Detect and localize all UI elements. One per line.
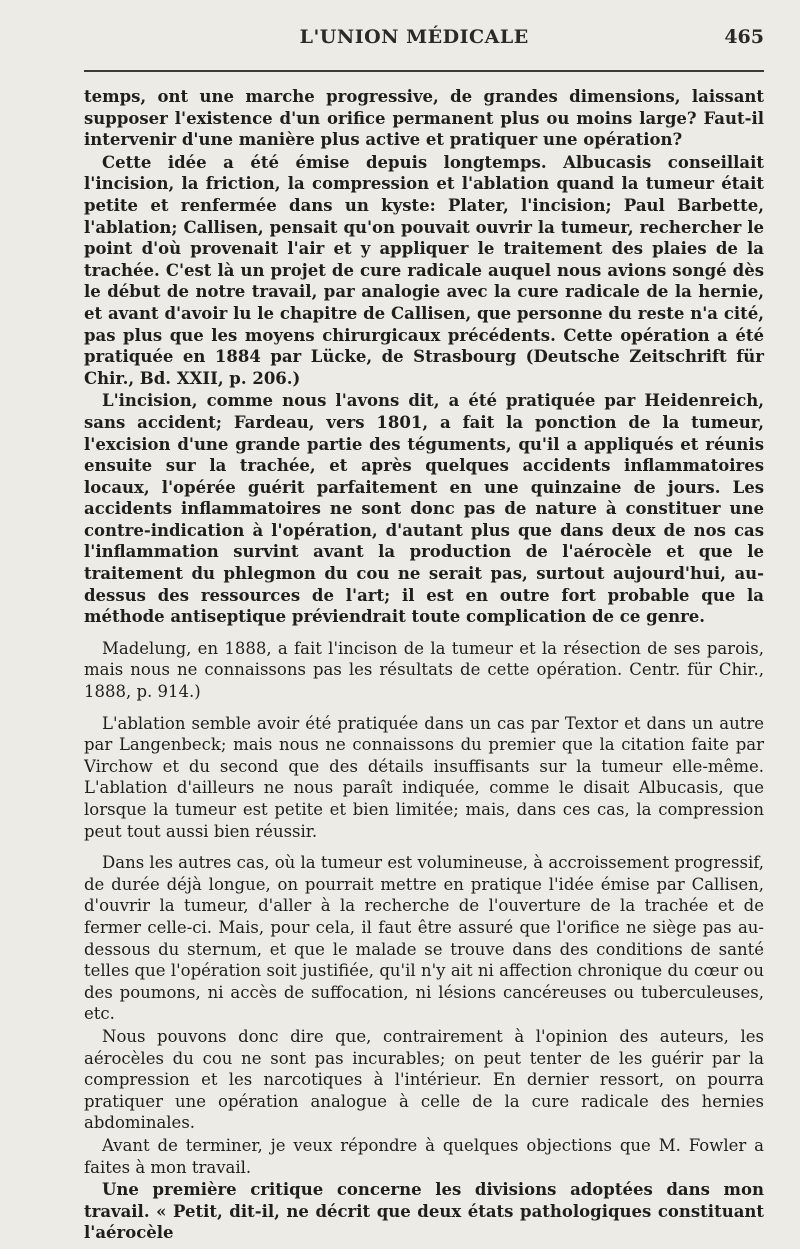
paragraph: L'incision, comme nous l'avons dit, a été pratiquée par Heidenreich, sans accident; Fardeau, vers 1801, a fait la ponction de la tumeur, l'excision d'une grande partie des téguments, qu'il a appliqués et réunis ensuite sur la trachée, et après quelques accidents inflammatoires locaux, l'opérée guérit parfaitement en une quinzaine de jours. Les accidents inflammatoires ne sont donc pas de nature à constituer une contre-indication à l'opération, d'autant plus que dans deux de nos cas l'inflammation survint avant la production de l'aérocèle et que le traitement du phlegmon du cou ne serait pas, surtout aujourd'hui, au-dessus des ressources de l'art; il est en outre fort probable que la méthode antiseptique préviendrait toute complication de ce genre. [84, 391, 764, 627]
paragraph: Avant de terminer, je veux répondre à quelques objections que M. Fowler a faites à mon travail. [84, 1135, 764, 1177]
paragraph: Dans les autres cas, où la tumeur est volumineuse, à accroissement progressif, de durée déjà longue, on pourrait mettre en pratique l'idée émise par Callisen, d'ouvrir la tumeur, d'aller à la recherche de l'ouverture de la trachée et de fermer celle-ci. Mais, pour cela, il faut être assuré que l'orifice ne siège pas au-dessous du sternum, et que le malade se trouve dans des conditions de santé telles que l'opération soit justifiée, qu'il n'y ait ni affection chronique du cœur ou des poumons, ni accès de suffocation, ni lésions cancéreuses ou tuberculeuses, etc. [84, 853, 764, 1024]
paragraph: Une première critique concerne les divisions adoptées dans mon travail. « Petit, dit-il, ne décrit que deux états pathologiques constituant l'aérocèle [84, 1180, 764, 1243]
page-number: 465 [724, 26, 764, 48]
paragraph: temps, ont une marche progressive, de grandes dimensions, laissant supposer l'existence d'un orifice permanent plus ou moins large? Faut-il intervenir d'une manière plus active et pratiquer une opération? [84, 87, 764, 150]
body-text [84, 86, 764, 1244]
paragraph: Madelung, en 1888, a fait l'incison de la tumeur et la résection de ses parois, mais nous ne connaissons pas les résultats de cette opération. Centr. für Chir., 1888, p. 914.) [84, 638, 764, 702]
page-header [84, 26, 764, 56]
header-rule [84, 70, 764, 72]
paragraph: Cette idée a été émise depuis longtemps. Albucasis conseillait l'incision, la friction, la compression et l'ablation quand la tumeur était petite et renfermée dans un kyste: Plater, l'incision; Paul Barbette, l'ablation; Callisen, pensait qu'on pouvait ouvrir la tumeur, rechercher le point d'où provenait l'air et y appliquer le traitement des plaies de la trachée. C'est là un projet de cure radicale auquel nous avions songé dès le début de notre travail, par analogie avec la cure radicale de la hernie, et avant d'avoir lu le chapitre de Callisen, que personne du reste n'a cité, pas plus que les moyens chirurgicaux précédents. Cette opération a été pratiquée en 1884 par Lücke, de Strasbourg (Deutsche Zeitschrift für Chir., Bd. XXII, p. 206.) [84, 152, 764, 388]
running-title: L'UNION MÉDICALE [299, 26, 529, 48]
paragraph: Nous pouvons donc dire que, contrairement à l'opinion des auteurs, les aérocèles du cou ne sont pas incurables; on peut tenter de les guérir par la compression et les narcotiques à l'intérieur. En dernier ressort, on pourra pratiquer une opération analogue à celle de la cure radicale des hernies abdominales. [84, 1026, 764, 1133]
paragraph: L'ablation semble avoir été pratiquée dans un cas par Textor et dans un autre par Langenbeck; mais nous ne connaissons du premier que la citation faite par Virchow et du second que des détails insuffisants sur la tumeur elle-même. L'ablation d'ailleurs ne nous paraît indiquée, comme le disait Albucasis, que lorsque la tumeur est petite et bien limitée; mais, dans ces cas, la compression peut tout aussi bien réussir. [84, 713, 764, 841]
